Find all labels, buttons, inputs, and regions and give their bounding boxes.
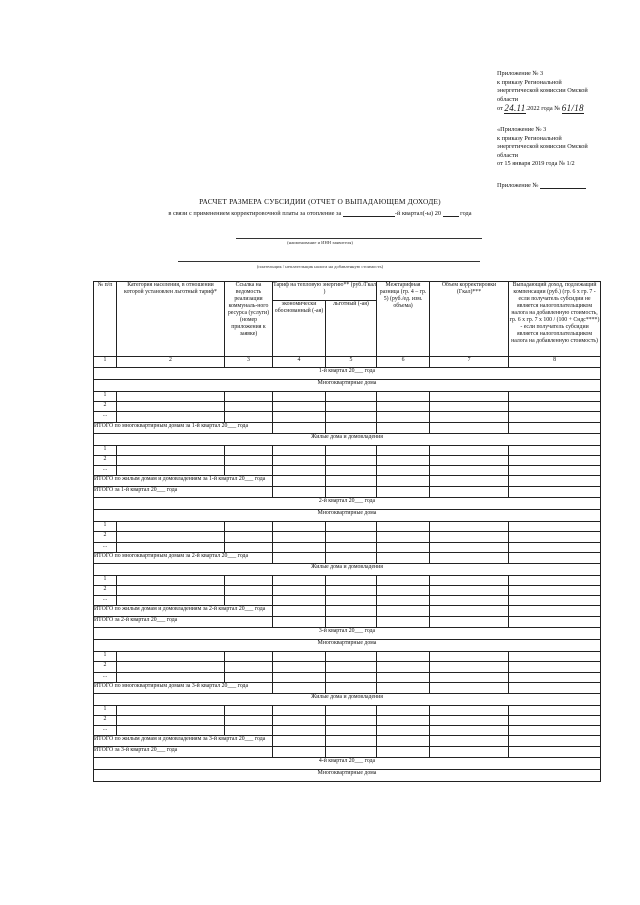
- applicant-caption: (наименование и ИНН заявителя): [287, 240, 353, 245]
- category-row: Многоквартирные дома: [94, 770, 601, 782]
- order-date-line: от 24.11.2022 года № 61/18: [497, 103, 584, 114]
- vat-status-caption: (плательщик / неплательщик налога на добавленную стоимость): [256, 264, 384, 269]
- quarter-row: 3-й квартал 20___ года: [94, 628, 601, 640]
- vat-status-line: [178, 261, 480, 262]
- previous-appendix-reference: «Приложение № 3 к приказу Региональной энергетической комиссии Омской области от 15 января 2019 года № 1/2: [497, 126, 588, 168]
- table-row: 1: [94, 575, 601, 585]
- category-row: Жилые дома и домовладения: [94, 693, 601, 705]
- appendix-header: [497, 70, 627, 114]
- header-cell: Тариф на тепловую энергию** (руб./Гкал ): [273, 282, 377, 301]
- category-row: Жилые дома и домовладения: [94, 563, 601, 575]
- table-row: 1: [94, 445, 601, 455]
- category-row: Многоквартирные дома: [94, 640, 601, 652]
- table-row: 1: [94, 392, 601, 402]
- header-cell: льготный (-ая): [326, 301, 377, 357]
- table-header-row: [94, 282, 601, 301]
- table-row: 2: [94, 455, 601, 465]
- table-row: 2: [94, 585, 601, 595]
- quarter-total-row: ИТОГО за 2-й квартал 20___ года: [94, 617, 601, 628]
- quarter-row: 1-й квартал 20___ года: [94, 368, 601, 380]
- quarter-row: 2-й квартал 20___ года: [94, 498, 601, 510]
- table-row: 1: [94, 522, 601, 532]
- applicant-line: [236, 238, 482, 239]
- table-row: ...: [94, 465, 601, 475]
- table-row: ...: [94, 726, 601, 736]
- header-cell: экономически обоснованный (-ая): [273, 301, 326, 357]
- header-cell: Категория населения, в отношении которой установлен льготный тариф*: [117, 282, 225, 357]
- total-row: ИТОГО по жилым домам и домовладениям за 3-й квартал 20___ года: [94, 736, 601, 747]
- category-row: Многоквартирные дома: [94, 380, 601, 392]
- header-cell: Ссылка на ведомость реализации коммуналь-ного ресурса (услуги) (номер приложения к заявке): [225, 282, 273, 357]
- column-number-row: 1 2 3 4 5 6 7 8: [94, 357, 601, 368]
- table-row: 2: [94, 402, 601, 412]
- order-line: области: [497, 95, 519, 103]
- table-row: ...: [94, 596, 601, 606]
- table-row: ...: [94, 672, 601, 682]
- document-subtitle: в связи с применением корректировочной платы за отопление за -й квартал(-ы) 20 года: [168, 210, 472, 217]
- total-row: ИТОГО по многоквартирным домам за 1-й квартал 20___ года: [94, 422, 601, 433]
- total-row: ИТОГО по жилым домам и домовладениям за 2-й квартал 20___ года: [94, 606, 601, 617]
- order-line: к приказу Региональной: [497, 78, 562, 86]
- table-row: ...: [94, 542, 601, 552]
- header-cell: Выпадающий доход, подлежащий компенсации (руб.) (гр. 6 х гр. 7 - если получатель субсидии не является налогоплательщиком налога на добавленную стоимость, гр. 6 х гр. 7 х 100 / (100 + Сндс****) - если получатель субсидии является налогоплательщиком налога на добавленную стоимость): [509, 282, 601, 357]
- header-cell: Объем корректировки (Гкал)***: [430, 282, 509, 357]
- table-row: 2: [94, 716, 601, 726]
- table-row: 2: [94, 662, 601, 672]
- quarter-row: 4-й квартал 20___ года: [94, 758, 601, 770]
- table-row: 2: [94, 532, 601, 542]
- appendix-number-blank: Приложение №: [497, 182, 627, 189]
- category-row: Жилые дома и домовладения: [94, 433, 601, 445]
- quarter-total-row: ИТОГО за 1-й квартал 20___ года: [94, 487, 601, 498]
- category-row: Многоквартирные дома: [94, 510, 601, 522]
- total-row: ИТОГО по многоквартирным домам за 3-й квартал 20___ года: [94, 682, 601, 693]
- handwritten-date: 24.11: [504, 103, 526, 114]
- subsidy-table: [93, 281, 601, 782]
- document-title: РАСЧЕТ РАЗМЕРА СУБСИДИИ (ОТЧЕТ О ВЫПАДАЮЩЕМ ДОХОДЕ): [199, 197, 441, 206]
- table-row: ...: [94, 412, 601, 422]
- appendix-number: Приложение № 3: [497, 70, 544, 77]
- table-row: 1: [94, 705, 601, 715]
- order-line: энергетической комиссии Омской: [497, 87, 588, 95]
- table-row: 1: [94, 652, 601, 662]
- quarter-total-row: ИТОГО за 3-й квартал 20___ года: [94, 747, 601, 758]
- header-cell: Межтарифная разница (гр. 4 – гр. 5) (руб./ед. изм. объема): [377, 282, 430, 357]
- handwritten-number: 61/18: [561, 103, 584, 114]
- header-cell: № п/п: [94, 282, 117, 357]
- total-row: ИТОГО по многоквартирным домам за 2-й квартал 20___ года: [94, 552, 601, 563]
- total-row: ИТОГО по жилым домам и домовладениям за 1-й квартал 20___ года: [94, 476, 601, 487]
